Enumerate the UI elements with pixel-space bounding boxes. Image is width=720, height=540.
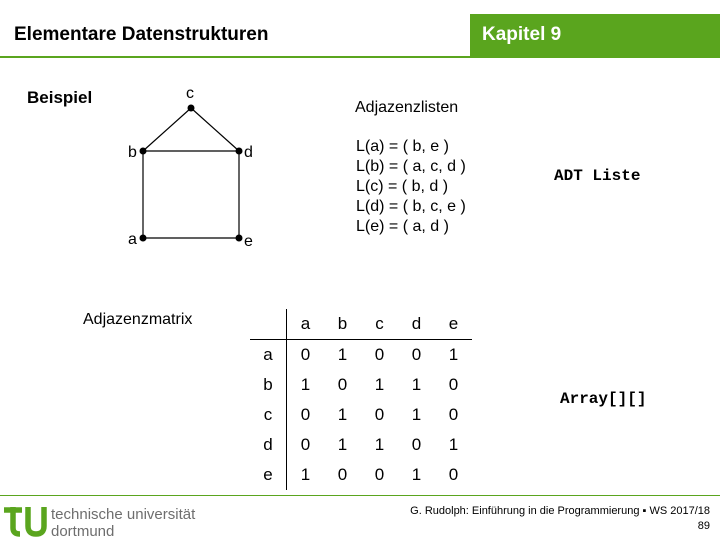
university-name xyxy=(51,506,195,540)
adjacency-list-line: L(d) = ( b, c, e ) xyxy=(356,198,466,215)
matrix-cell: 1 xyxy=(337,405,348,424)
tu-logo-icon xyxy=(2,504,48,538)
graph-node xyxy=(236,235,243,242)
matrix-row-header: d xyxy=(250,430,287,460)
graph-node xyxy=(140,148,147,155)
matrix-row-header: c xyxy=(250,400,287,430)
adjacency-list-line: L(e) = ( a, d ) xyxy=(356,218,449,235)
matrix-cell: 1 xyxy=(300,465,311,484)
matrix-cell: 0 xyxy=(374,465,385,484)
university-name-line: dortmund xyxy=(51,523,115,540)
matrix-cell: 0 xyxy=(374,405,385,424)
matrix-cell: 1 xyxy=(374,435,385,454)
node-label-e: e xyxy=(244,233,253,250)
matrix-corner-cell xyxy=(250,309,287,340)
matrix-cell: 0 xyxy=(300,435,311,454)
matrix-col-header: c xyxy=(361,309,398,340)
matrix-row xyxy=(250,370,472,400)
matrix-cell: 1 xyxy=(411,405,422,424)
page-number: 89 xyxy=(697,520,710,532)
adjacency-list-line: L(c) = ( b, d ) xyxy=(356,178,449,195)
matrix-col-header: d xyxy=(398,309,435,340)
matrix-row xyxy=(250,460,472,490)
graph-node xyxy=(236,148,243,155)
graph-node xyxy=(188,105,195,112)
adjacency-list-line: L(b) = ( a, c, d ) xyxy=(356,158,466,175)
array-label: Array[][] xyxy=(560,390,647,408)
matrix-cell: 0 xyxy=(448,375,459,394)
adjacency-lists xyxy=(356,137,466,237)
matrix-cell: 1 xyxy=(300,375,311,394)
matrix-col-header: b xyxy=(324,309,361,340)
adjacency-matrix-title: Adjazenzmatrix xyxy=(83,311,193,328)
node-label-c: c xyxy=(186,85,194,102)
matrix-row xyxy=(250,340,472,371)
matrix-cell: 1 xyxy=(448,435,459,454)
matrix-cell: 0 xyxy=(448,405,459,424)
matrix-cell: 1 xyxy=(411,465,422,484)
matrix-cell: 0 xyxy=(337,465,348,484)
matrix-cell: 0 xyxy=(300,345,311,364)
university-name-line: technische universität xyxy=(51,506,196,523)
slide-title: Elementare Datenstrukturen xyxy=(14,24,269,45)
matrix-row-header: e xyxy=(250,460,287,490)
graph-edge xyxy=(191,108,239,151)
matrix-cell: 0 xyxy=(300,405,311,424)
matrix-cell: 1 xyxy=(337,435,348,454)
matrix-col-header: a xyxy=(287,309,325,340)
matrix-cell: 1 xyxy=(411,375,422,394)
matrix-cell: 1 xyxy=(448,345,459,364)
matrix-col-header: e xyxy=(435,309,472,340)
matrix-row xyxy=(250,400,472,430)
chapter-label: Kapitel 9 xyxy=(482,24,562,45)
node-label-a: a xyxy=(128,231,137,248)
matrix-row-header: b xyxy=(250,370,287,400)
matrix-cell: 0 xyxy=(411,345,422,364)
matrix-cell: 0 xyxy=(411,435,422,454)
graph-node xyxy=(140,235,147,242)
footer-credit: G. Rudolph: Einführung in die Programmierung ▪ WS 2017/18 xyxy=(410,505,710,517)
node-label-b: b xyxy=(128,144,137,161)
footer-divider xyxy=(0,495,720,496)
matrix-cell: 0 xyxy=(337,375,348,394)
matrix-cell: 0 xyxy=(374,345,385,364)
matrix-row-header: a xyxy=(250,340,287,371)
matrix-cell: 1 xyxy=(374,375,385,394)
matrix-header-row xyxy=(250,309,472,340)
node-label-d: d xyxy=(244,144,253,161)
adjacency-lists-title: Adjazenzlisten xyxy=(355,99,459,116)
example-label: Beispiel xyxy=(27,88,93,107)
adjacency-matrix-table xyxy=(250,309,472,490)
graph-edge xyxy=(143,108,191,151)
matrix-row xyxy=(250,430,472,460)
adt-list-label: ADT Liste xyxy=(554,167,641,185)
adjacency-list-line: L(a) = ( b, e ) xyxy=(356,138,449,155)
matrix-cell: 1 xyxy=(337,345,348,364)
matrix-cell: 0 xyxy=(448,465,459,484)
